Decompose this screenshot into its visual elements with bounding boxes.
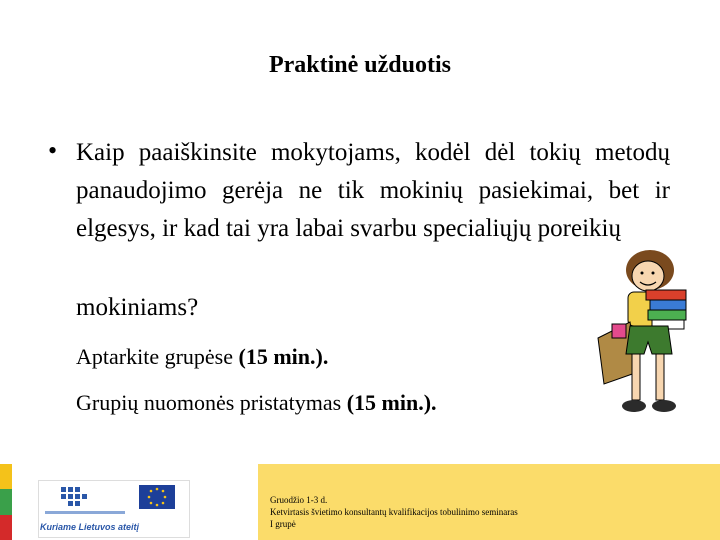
subtask-discuss: [76, 344, 328, 370]
subtask-discuss-text: Aptarkite grupėse: [76, 344, 239, 369]
subtask-present-text: Grupių nuomonės pristatymas: [76, 390, 347, 415]
bullet-symbol: •: [48, 136, 58, 165]
logo-caption: Kuriame Lietuvos ateitį: [40, 522, 140, 532]
stripe-red: [0, 515, 12, 540]
subtask-discuss-time: (15 min.).: [238, 344, 329, 369]
stripe-green: [0, 489, 12, 514]
slide-footer: [0, 464, 720, 540]
student-with-books-icon: [590, 246, 700, 426]
footer-group: I grupė: [270, 519, 296, 529]
subtask-present: [76, 390, 437, 416]
slide-title: Praktinė užduotis: [268, 52, 451, 78]
bullet-question-end: mokiniams?: [76, 294, 199, 321]
subtask-present-time: (15 min.).: [346, 390, 437, 415]
bullet-question-text: Kaip paaiškinsite mokytojams, kodėl dėl tokių metodų panaudojimo gerėja ne tik mokinių pasiekimai, bet ir elgesys, ir kad tai yra labai svarbu specialiųjų poreikių: [76, 139, 670, 242]
footer-date: Gruodžio 1-3 d.: [270, 495, 328, 505]
footer-info: [270, 494, 518, 530]
eu-logo-icon: [39, 481, 189, 521]
color-stripes: [0, 464, 12, 540]
footer-seminar: Ketvirtasis švietimo konsultantų kvalifikacijos tobulinimo seminaras: [270, 507, 518, 517]
stripe-yellow: [0, 464, 12, 489]
